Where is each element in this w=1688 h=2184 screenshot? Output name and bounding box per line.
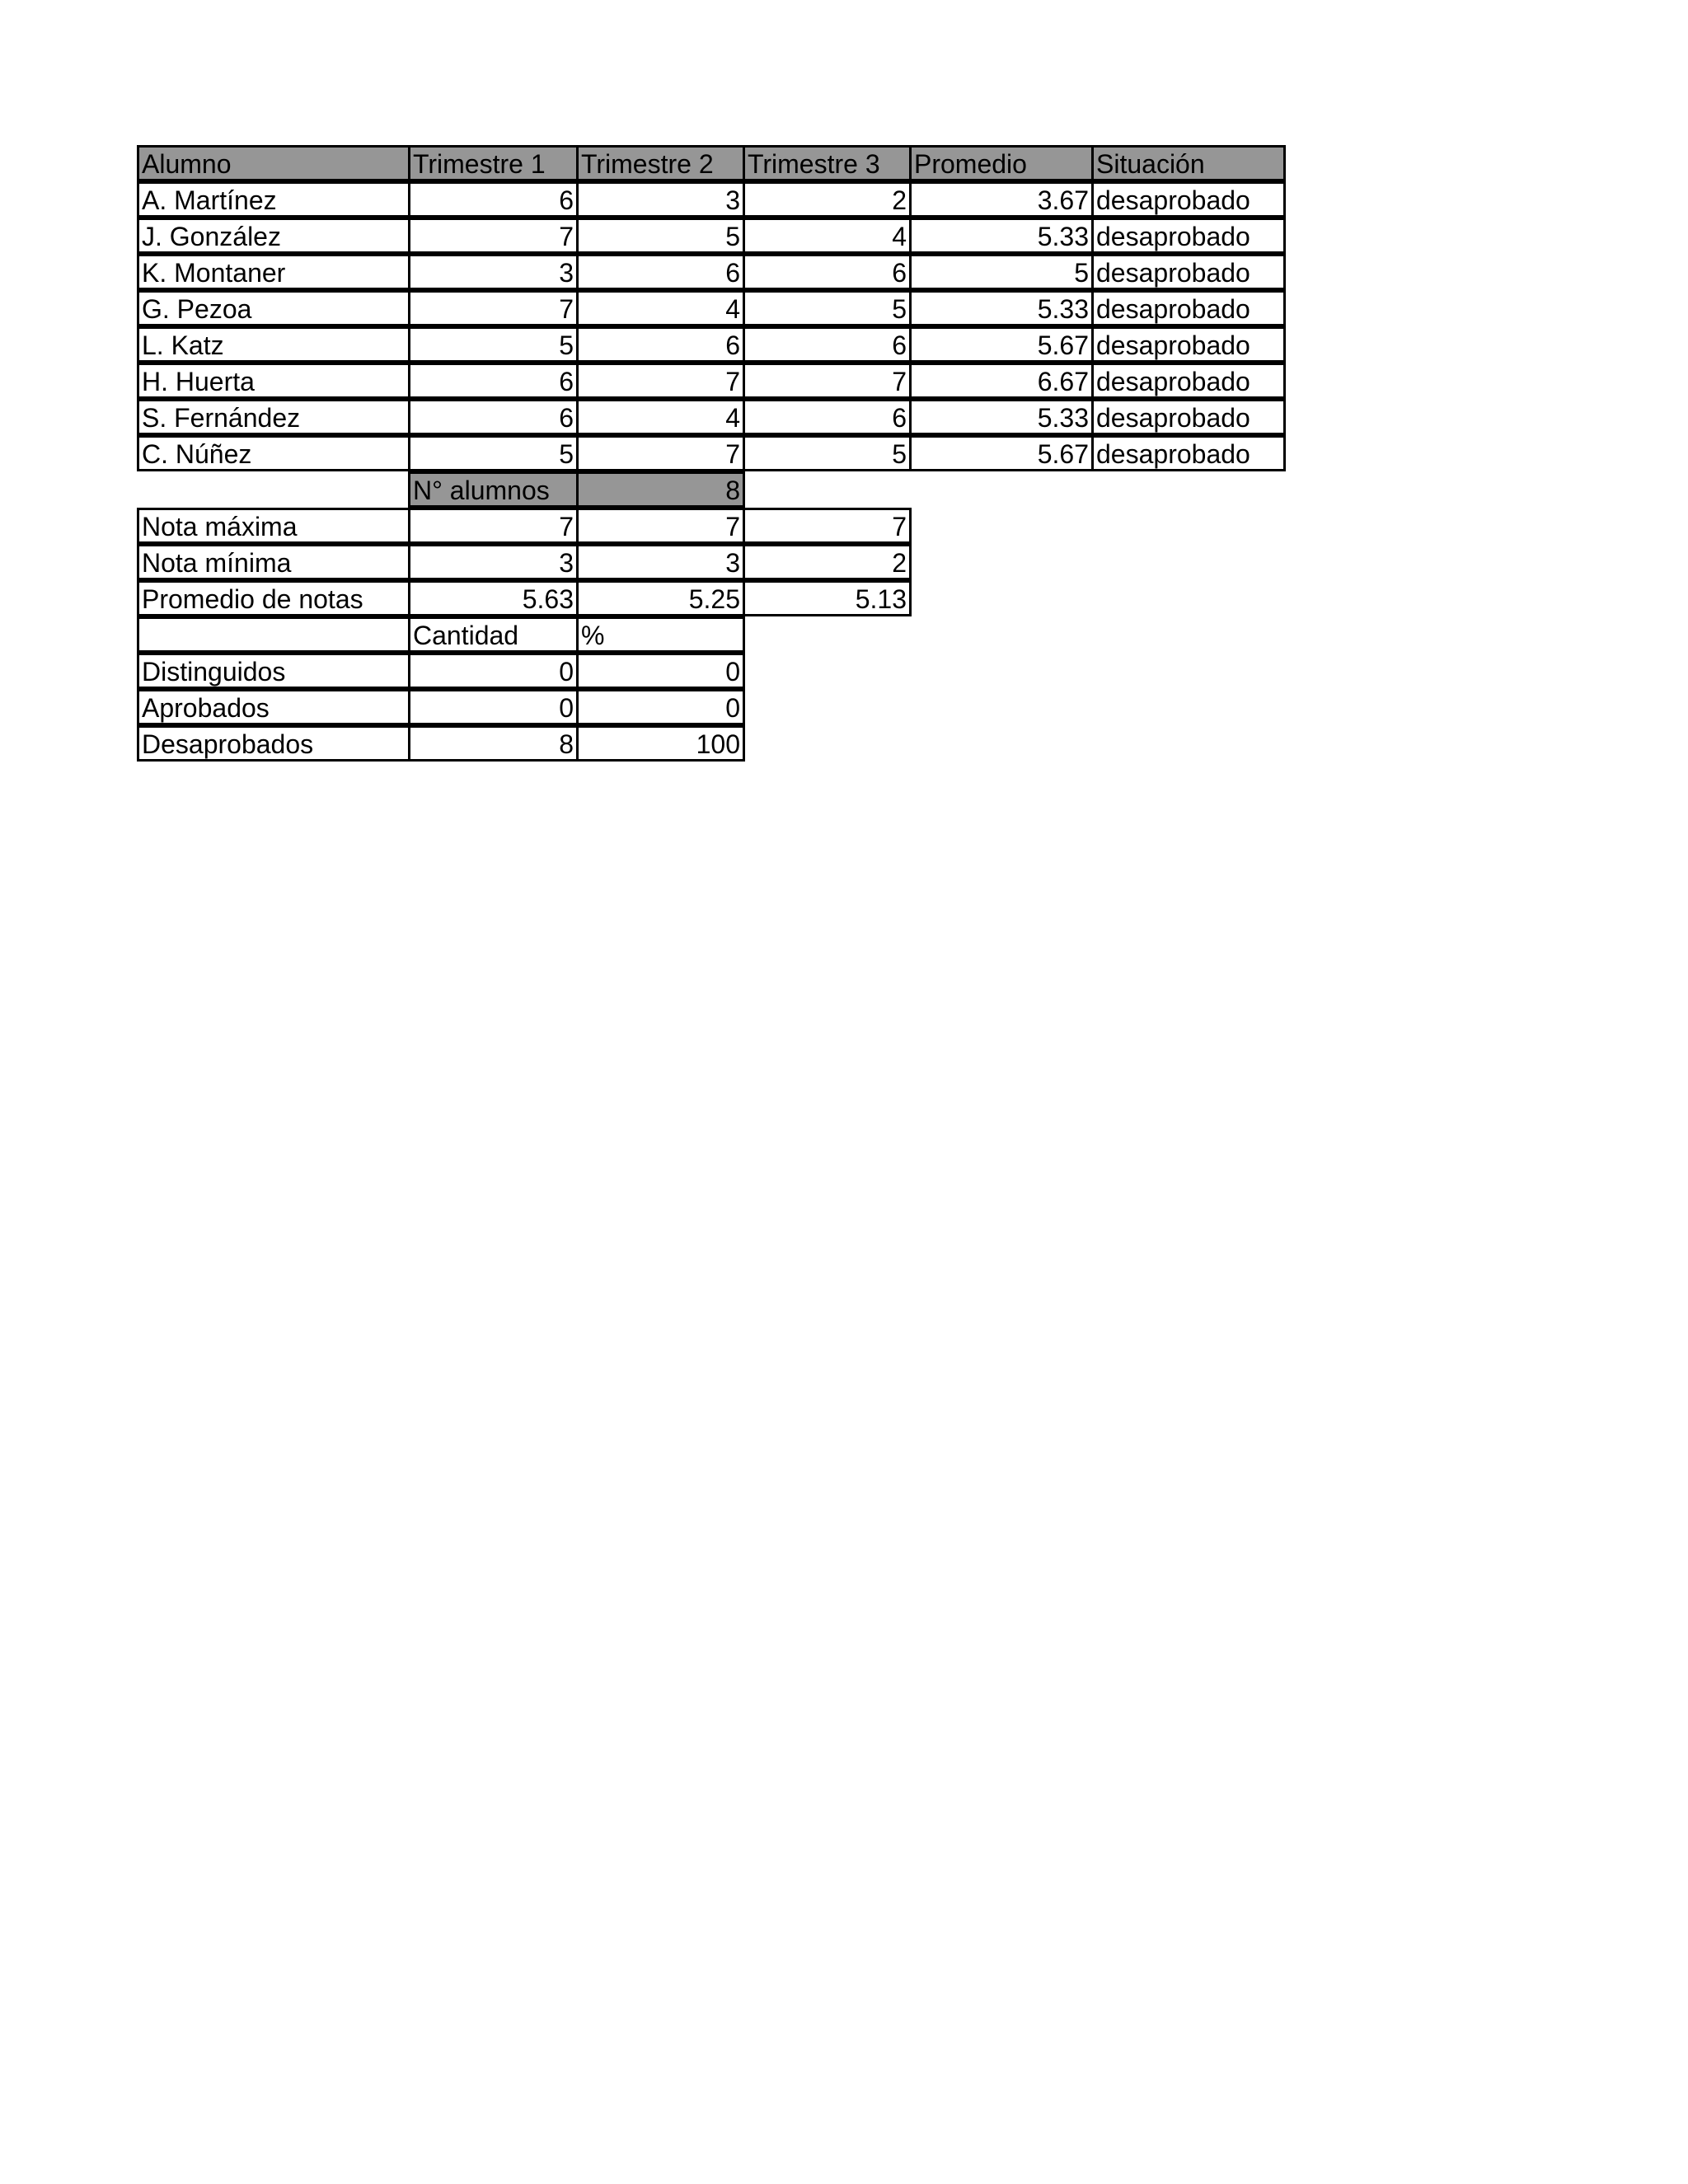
stat-trimestre-3-cell[interactable]: 7	[743, 508, 912, 544]
stat-trimestre-3-cell[interactable]: 2	[743, 544, 912, 580]
trimestre-3-cell[interactable]: 6	[743, 326, 912, 363]
trimestre-1-cell[interactable]: 7	[408, 218, 579, 254]
summary-label-cell[interactable]: Aprobados	[137, 689, 410, 725]
situacion-cell[interactable]: desaprobado	[1091, 326, 1286, 363]
trimestre-2-cell[interactable]: 6	[576, 326, 745, 363]
header-situacion[interactable]: Situación	[1091, 145, 1286, 181]
student-name-cell[interactable]: H. Huerta	[137, 363, 410, 399]
situacion-cell[interactable]: desaprobado	[1091, 181, 1286, 218]
stat-trimestre-1-cell[interactable]: 3	[408, 544, 579, 580]
student-name-cell[interactable]: G. Pezoa	[137, 290, 410, 326]
header-alumno[interactable]: Alumno	[137, 145, 410, 181]
header-promedio[interactable]: Promedio	[909, 145, 1094, 181]
stat-label-cell[interactable]: Nota máxima	[137, 508, 410, 544]
promedio-cell[interactable]: 5.67	[909, 435, 1094, 471]
trimestre-3-cell[interactable]: 7	[743, 363, 912, 399]
promedio-cell[interactable]: 3.67	[909, 181, 1094, 218]
promedio-cell[interactable]: 5	[909, 254, 1094, 290]
trimestre-1-cell[interactable]: 5	[408, 326, 579, 363]
trimestre-1-cell[interactable]: 7	[408, 290, 579, 326]
stat-trimestre-2-cell[interactable]: 7	[576, 508, 745, 544]
trimestre-1-cell[interactable]: 6	[408, 363, 579, 399]
trimestre-3-cell[interactable]: 6	[743, 399, 912, 435]
trimestre-2-cell[interactable]: 5	[576, 218, 745, 254]
trimestre-2-cell[interactable]: 6	[576, 254, 745, 290]
trimestre-3-cell[interactable]: 5	[743, 290, 912, 326]
summary-percent-cell[interactable]: 0	[576, 689, 745, 725]
student-name-cell[interactable]: L. Katz	[137, 326, 410, 363]
situacion-cell[interactable]: desaprobado	[1091, 399, 1286, 435]
stat-label-cell[interactable]: Nota mínima	[137, 544, 410, 580]
summary-percent-cell[interactable]: 100	[576, 725, 745, 762]
trimestre-2-cell[interactable]: 4	[576, 290, 745, 326]
student-count-value[interactable]: 8	[576, 471, 745, 508]
situacion-cell[interactable]: desaprobado	[1091, 363, 1286, 399]
student-name-cell[interactable]: S. Fernández	[137, 399, 410, 435]
trimestre-3-cell[interactable]: 2	[743, 181, 912, 218]
promedio-cell[interactable]: 5.33	[909, 290, 1094, 326]
trimestre-1-cell[interactable]: 6	[408, 399, 579, 435]
stat-label-cell[interactable]: Promedio de notas	[137, 580, 410, 616]
stat-trimestre-1-cell[interactable]: 5.63	[408, 580, 579, 616]
trimestre-3-cell[interactable]: 5	[743, 435, 912, 471]
summary-cantidad-cell[interactable]: 0	[408, 653, 579, 689]
stat-trimestre-1-cell[interactable]: 7	[408, 508, 579, 544]
situacion-cell[interactable]: desaprobado	[1091, 254, 1286, 290]
trimestre-1-cell[interactable]: 6	[408, 181, 579, 218]
summary-label-cell[interactable]: Desaprobados	[137, 725, 410, 762]
student-count-label[interactable]: N° alumnos	[408, 471, 579, 508]
trimestre-2-cell[interactable]: 4	[576, 399, 745, 435]
trimestre-1-cell[interactable]: 5	[408, 435, 579, 471]
situacion-cell[interactable]: desaprobado	[1091, 290, 1286, 326]
promedio-cell[interactable]: 5.33	[909, 218, 1094, 254]
stat-trimestre-2-cell[interactable]: 3	[576, 544, 745, 580]
student-name-cell[interactable]: J. González	[137, 218, 410, 254]
trimestre-2-cell[interactable]: 7	[576, 435, 745, 471]
situacion-cell[interactable]: desaprobado	[1091, 218, 1286, 254]
situacion-cell[interactable]: desaprobado	[1091, 435, 1286, 471]
trimestre-1-cell[interactable]: 3	[408, 254, 579, 290]
summary-label-cell[interactable]: Distinguidos	[137, 653, 410, 689]
stat-trimestre-3-cell[interactable]: 5.13	[743, 580, 912, 616]
promedio-cell[interactable]: 6.67	[909, 363, 1094, 399]
summary-header-blank[interactable]	[137, 616, 410, 653]
summary-header-percent[interactable]: %	[576, 616, 745, 653]
student-name-cell[interactable]: K. Montaner	[137, 254, 410, 290]
promedio-cell[interactable]: 5.67	[909, 326, 1094, 363]
trimestre-3-cell[interactable]: 6	[743, 254, 912, 290]
header-trimestre-2[interactable]: Trimestre 2	[576, 145, 745, 181]
header-trimestre-1[interactable]: Trimestre 1	[408, 145, 579, 181]
summary-percent-cell[interactable]: 0	[576, 653, 745, 689]
promedio-cell[interactable]: 5.33	[909, 399, 1094, 435]
student-name-cell[interactable]: A. Martínez	[137, 181, 410, 218]
stat-trimestre-2-cell[interactable]: 5.25	[576, 580, 745, 616]
trimestre-2-cell[interactable]: 7	[576, 363, 745, 399]
summary-header-cantidad[interactable]: Cantidad	[408, 616, 579, 653]
trimestre-3-cell[interactable]: 4	[743, 218, 912, 254]
student-name-cell[interactable]: C. Núñez	[137, 435, 410, 471]
header-trimestre-3[interactable]: Trimestre 3	[743, 145, 912, 181]
summary-cantidad-cell[interactable]: 0	[408, 689, 579, 725]
summary-cantidad-cell[interactable]: 8	[408, 725, 579, 762]
trimestre-2-cell[interactable]: 3	[576, 181, 745, 218]
